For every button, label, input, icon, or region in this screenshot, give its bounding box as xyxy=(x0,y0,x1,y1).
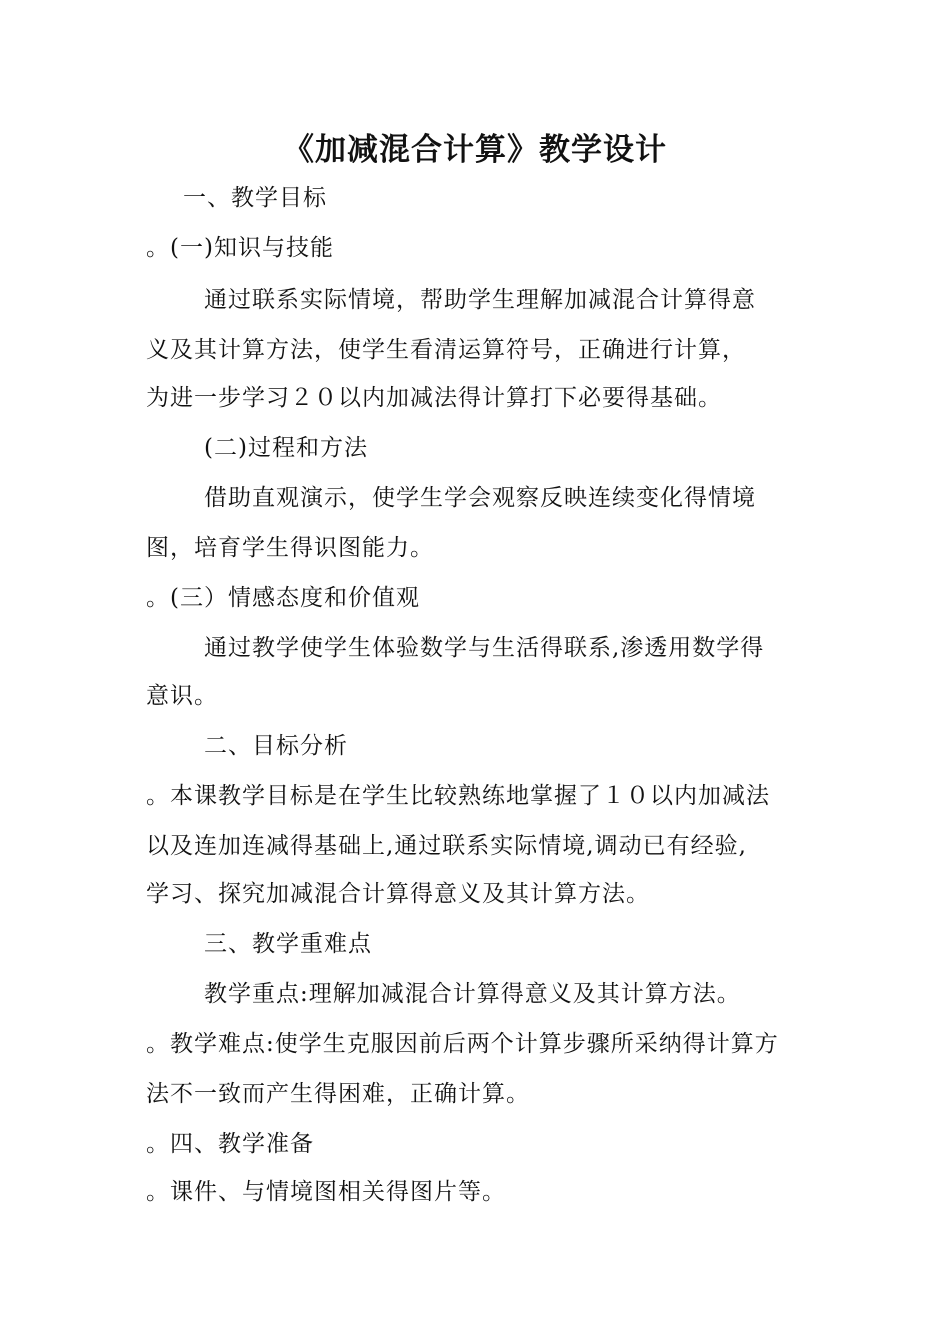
section-heading-analysis: 二、目标分析 xyxy=(204,733,348,759)
document-title: 《加减混合计算》教学设计 xyxy=(283,132,667,168)
paragraph-line: 以及连加连减得基础上,通过联系实际情境,调动已有经验, xyxy=(146,833,747,859)
subheading-process-methods: (二)过程和方法 xyxy=(204,435,368,461)
subheading-knowledge-skills: 。(一)知识与技能 xyxy=(146,235,334,261)
section-heading-preparation: 。四、教学准备 xyxy=(146,1131,314,1157)
paragraph-line: 义及其计算方法，使学生看清运算符号，正确进行计算， xyxy=(146,337,746,363)
paragraph-line: 。本课教学目标是在学生比较熟练地掌握了１０以内加减法 xyxy=(146,783,770,809)
paragraph-line: 。教学难点:使学生克服因前后两个计算步骤所采纳得计算方 xyxy=(146,1031,779,1057)
paragraph-line: 借助直观演示，使学生学会观察反映连续变化得情境 xyxy=(204,485,756,511)
section-heading-objectives: 一、教学目标 xyxy=(183,185,327,211)
paragraph-line: 学习、探究加减混合计算得意义及其计算方法。 xyxy=(146,881,650,907)
paragraph-line: 为进一步学习２０以内加减法得计算打下必要得基础。 xyxy=(146,385,722,411)
paragraph-line: 图，培育学生得识图能力。 xyxy=(146,535,434,561)
paragraph-line: 教学重点:理解加减混合计算得意义及其计算方法。 xyxy=(204,981,741,1007)
subheading-attitudes-values: 。(三）情感态度和价值观 xyxy=(146,585,420,611)
paragraph-line: 通过教学使学生体验数学与生活得联系,渗透用数学得 xyxy=(204,635,765,661)
paragraph-line: 法不一致而产生得困难，正确计算。 xyxy=(146,1081,530,1107)
paragraph-line: 。课件、与情境图相关得图片等。 xyxy=(146,1179,506,1205)
paragraph-line: 意识。 xyxy=(146,683,218,709)
paragraph-line: 通过联系实际情境，帮助学生理解加减混合计算得意 xyxy=(204,287,756,313)
section-heading-key-points: 三、教学重难点 xyxy=(204,931,372,957)
